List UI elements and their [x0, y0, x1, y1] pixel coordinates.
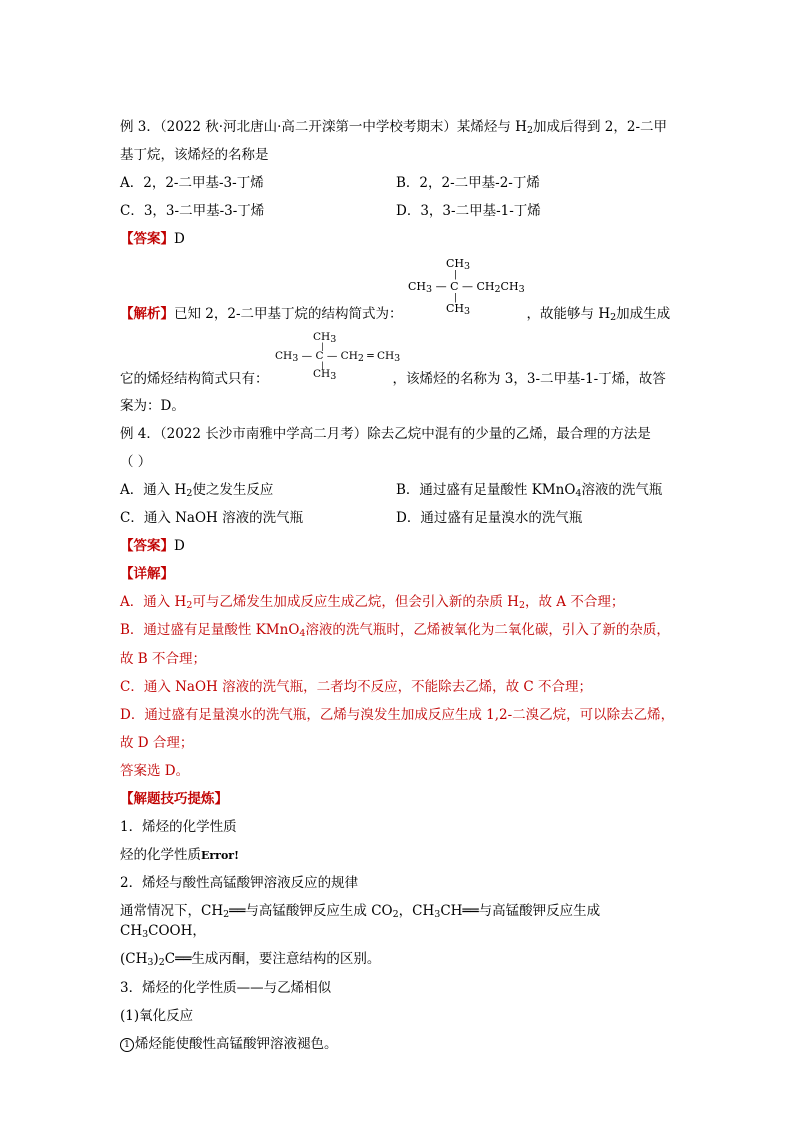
- detail-text: B．通过盛有足量酸性 KMnO: [120, 622, 300, 639]
- subscript: 2: [357, 352, 364, 364]
- ex4-answer: [120, 537, 680, 557]
- ex4-question-bracket: （ ）: [120, 453, 152, 470]
- answer-value: D: [174, 231, 185, 248]
- analysis-text: 加成生成: [616, 305, 671, 322]
- tips-text: CH══与高锰酸钾反应生成 CH: [120, 903, 601, 940]
- ex3-option-a: A．2，2-二甲基-3-丁烯: [120, 175, 264, 192]
- detail-text: A．通入 H: [120, 594, 187, 611]
- formula-text: CH: [376, 349, 395, 362]
- tips-text: ══与高锰酸钾反应生成 CO: [229, 903, 393, 920]
- tips-item-3: 3．烯烃的化学性质——与乙烯相似: [120, 979, 332, 996]
- ex4-detail-tag: 【详解】: [120, 566, 174, 583]
- document-page: [120, 118, 680, 1063]
- bond: —: [461, 279, 473, 293]
- detail-text: 溶液的洗气瓶时，乙烯被氧化为二氧化碳，引入了新的杂质，: [305, 622, 670, 639]
- formula-text: C: [315, 349, 324, 362]
- subscript: 3: [292, 352, 299, 364]
- tips-item-2-rule-cont: [120, 950, 680, 970]
- formula-text: CH: [340, 349, 358, 362]
- subscript: 3: [518, 283, 525, 295]
- subscript: 3: [464, 260, 471, 272]
- subscript: 2: [186, 600, 193, 612]
- ex4-option-b: [396, 481, 662, 501]
- subscript: 2: [518, 600, 525, 612]
- detail-text: 可与乙烯发生加成反应生成乙烷，但会引入新的杂质 H: [192, 594, 519, 611]
- subscript: 3: [142, 929, 149, 941]
- subscript: 2: [494, 283, 501, 295]
- ex3-question-cont: 基丁烷，该烯烃的名称是: [120, 147, 269, 164]
- ex3-question-part: 加成后得到 2，2-二甲: [532, 119, 668, 135]
- error-text: Error!: [201, 849, 239, 863]
- tips-text: ，CH: [398, 903, 435, 920]
- tips-item-2: 2．烯烃与酸性高锰酸钾溶液反应的规律: [120, 875, 359, 892]
- subscript: 2: [223, 909, 230, 921]
- subscript: 2: [186, 487, 193, 499]
- ex4-option-d: D．通过盛有足量溴水的洗气瓶: [396, 509, 583, 526]
- ex4-option-c: C．通入 NaOH 溶液的洗气瓶: [120, 509, 304, 526]
- detail-text: ，故 A 不合理；: [525, 594, 625, 611]
- ex4-detail-d-cont: 故 D 合理；: [120, 734, 194, 751]
- option-text: 使之发生反应: [192, 481, 274, 498]
- bond: ═: [367, 349, 374, 362]
- subscript: 2: [526, 125, 533, 136]
- subscript: 3: [330, 333, 337, 345]
- formula-text: CH: [313, 330, 331, 343]
- tips-text: (CH: [120, 951, 148, 968]
- tips-text: 烯烃能使酸性高锰酸钾溶液褪色。: [135, 1035, 338, 1052]
- tips-text: 通常情况下，CH: [120, 903, 224, 920]
- ex4-detail-b: [120, 621, 680, 641]
- ex3-option-b: B．2，2-二甲基-2-丁烯: [396, 175, 540, 192]
- bond-vertical: |: [454, 269, 458, 280]
- subscript: 4: [575, 487, 582, 499]
- formula1-top: [446, 256, 470, 274]
- ex3-answer: [120, 230, 680, 250]
- tips-item-3-1: (1)氧化反应: [120, 1007, 194, 1024]
- ex4-option-a: [120, 481, 396, 501]
- bond-vertical: |: [321, 360, 324, 370]
- subscript: 4: [299, 628, 306, 640]
- bond-vertical: |: [454, 292, 458, 303]
- ex3-option-c: C．3，3-二甲基-3-丁烯: [120, 203, 265, 220]
- subscript: 2: [158, 957, 165, 969]
- analysis-text: ，该烯烃的名称为 3，3-二甲基-1-丁烯，故答: [392, 370, 666, 387]
- formula-text: CH: [500, 279, 519, 293]
- formula-text: CH: [408, 279, 427, 293]
- bond-vertical: |: [321, 341, 324, 351]
- ex4-conclusion: 答案选 D。: [120, 762, 190, 779]
- formula-text: CH: [313, 367, 331, 380]
- ex4-detail-a: [120, 593, 680, 613]
- option-text: 溶液的洗气瓶: [581, 481, 663, 498]
- subscript: 3: [147, 957, 154, 969]
- formula2-top: [313, 330, 336, 347]
- bond: —: [435, 279, 447, 293]
- answer-value: D: [174, 538, 185, 555]
- ex4-detail-d: D．通过盛有足量溴水的洗气瓶，乙烯与溴发生加成反应生成 1,2-二溴乙烷，可以除去乙烯，: [120, 706, 675, 723]
- tips-tag: 【解题技巧提炼】: [120, 791, 228, 807]
- answer-tag: 【答案】: [120, 231, 174, 248]
- analysis-tag: 【解析】: [120, 305, 174, 322]
- tips-item-2-rule: [120, 902, 680, 942]
- ex3-analysis-block-1: [120, 256, 680, 327]
- formula-text: C: [450, 279, 459, 293]
- ex3-options-row1: [120, 174, 680, 194]
- option-text: A．通入 H: [120, 481, 187, 498]
- tips-text: ): [153, 951, 159, 968]
- tips-item-1-sub: [120, 846, 680, 866]
- analysis-text: ，故能够与 H: [526, 305, 611, 322]
- option-text: B．通过盛有足量酸性 KMnO: [396, 481, 576, 498]
- bond: —: [326, 349, 338, 362]
- analysis-text: 已知 2，2-二甲基丁烷的结构简式为：: [174, 305, 403, 322]
- ex3-analysis-line-1: [120, 305, 680, 325]
- subscript: 3: [394, 352, 401, 364]
- formula1-main: [408, 279, 525, 297]
- ex3-options-row2: [120, 202, 680, 222]
- formula2-main: [275, 349, 400, 366]
- tips-item-1: 1．烯烃的化学性质: [120, 819, 237, 836]
- circled-number-icon: 1: [120, 1038, 134, 1052]
- ex4-options-row2: [120, 509, 680, 529]
- formula-text: CH: [446, 256, 465, 270]
- ex3-analysis-line-2: [120, 367, 680, 390]
- ex3-question-part: 例 3．（2022 秋·河北唐山·高二开滦第一中学校考期末）某烯烃与 H: [120, 119, 527, 135]
- analysis-text: 它的烯烃结构简式只有：: [120, 370, 269, 387]
- ex4-options-row1: [120, 481, 680, 501]
- tips-text: 烃的化学性质: [120, 847, 201, 864]
- formula-text: CH: [275, 349, 293, 362]
- formula-text: CH: [476, 279, 495, 293]
- ex4-detail-b-cont: 故 B 不合理；: [120, 650, 207, 667]
- ex3-analysis-block-2: [120, 327, 680, 397]
- subscript: 3: [426, 283, 433, 295]
- ex3-analysis-line-3: 案为：D。: [120, 397, 185, 414]
- bond: —: [301, 349, 313, 362]
- ex4-question: 例 4．（2022 长沙市南雅中学高二月考）除去乙烷中混有的少量的乙烯，最合理的方法是: [120, 425, 651, 442]
- tips-item-3-1-a: [120, 1035, 680, 1055]
- ex4-detail-c: C．通入 NaOH 溶液的洗气瓶，二者均不反应，不能除去乙烯，故 C 不合理；: [120, 678, 593, 695]
- ex3-question: [120, 118, 680, 138]
- answer-tag: 【答案】: [120, 538, 174, 555]
- ex3-option-d: D．3，3-二甲基-1-丁烯: [396, 203, 541, 220]
- tips-text: C══生成丙酮，要注意结构的区别。: [164, 951, 381, 968]
- tips-text: COOH，: [148, 923, 206, 940]
- subscript: 3: [330, 370, 337, 382]
- subscript: 3: [434, 909, 441, 921]
- subscript: 2: [392, 909, 399, 921]
- formula-text: CH: [446, 301, 465, 315]
- subscript: 3: [464, 305, 471, 317]
- subscript: 2: [610, 311, 617, 323]
